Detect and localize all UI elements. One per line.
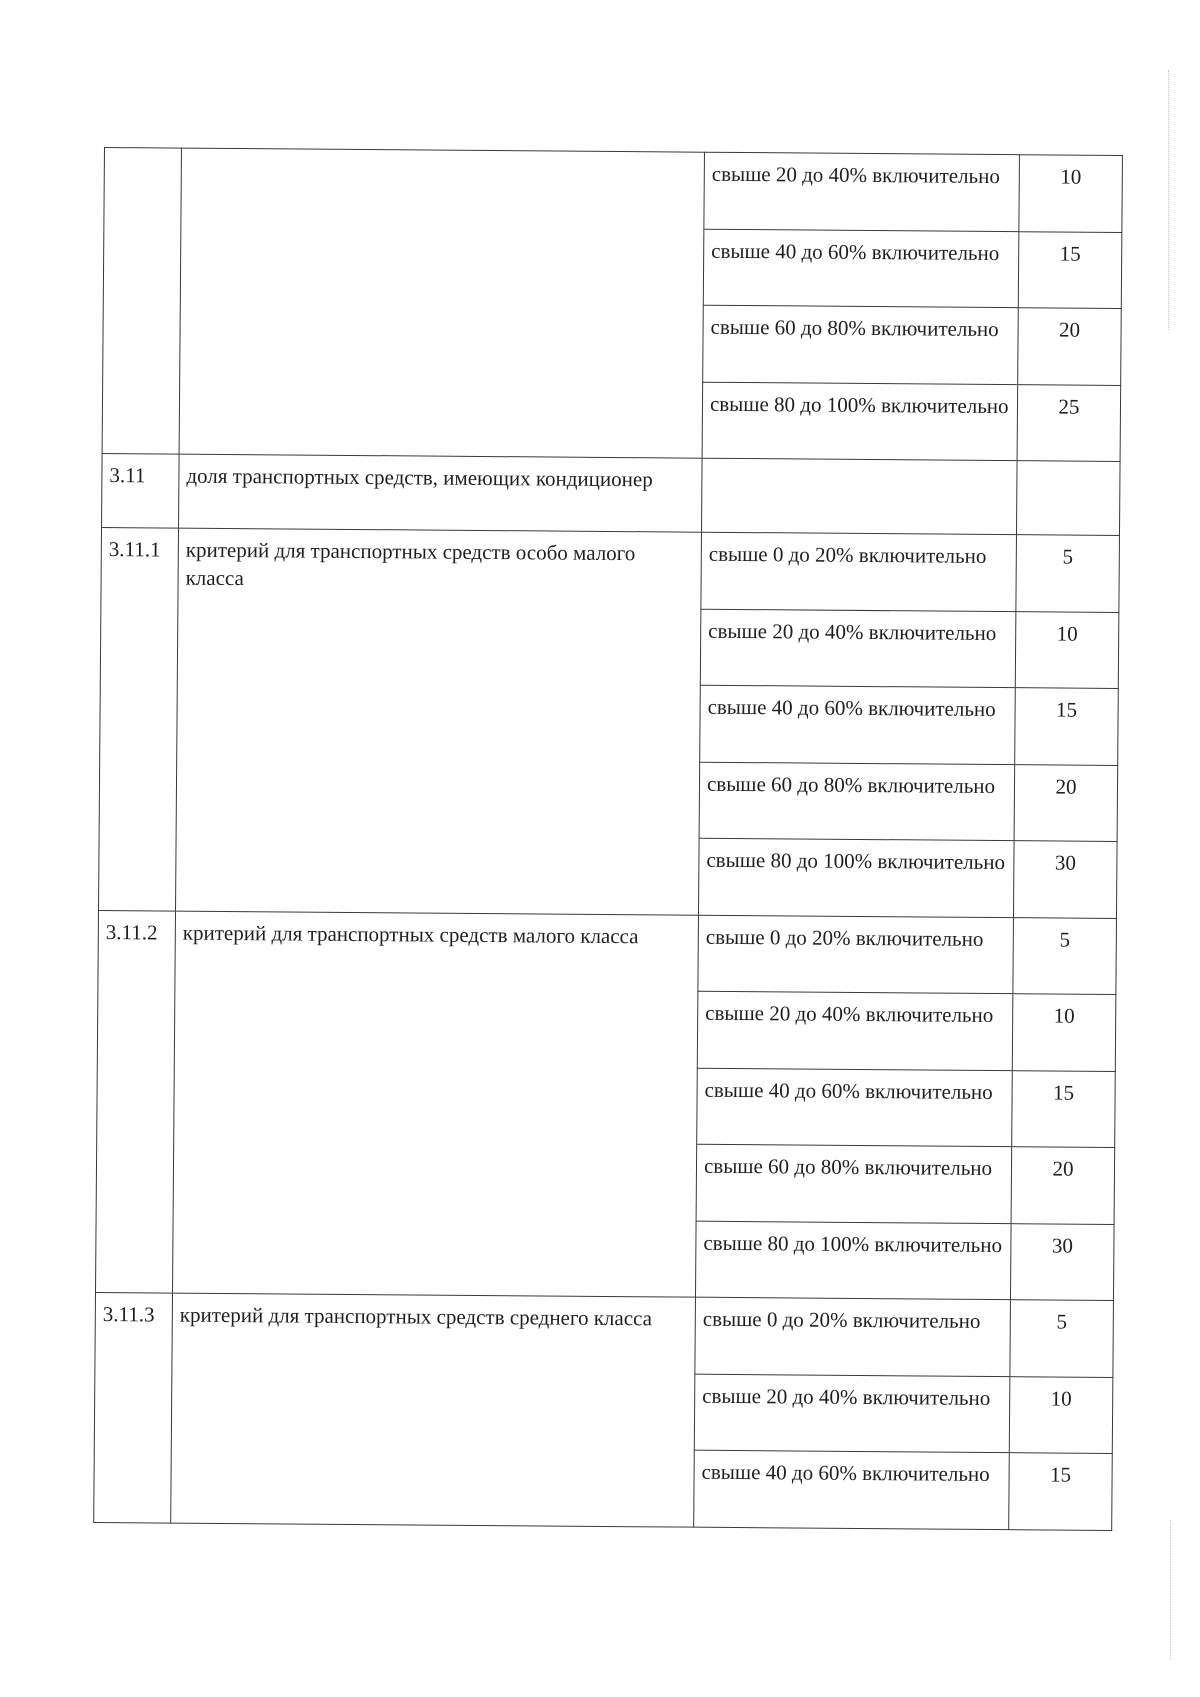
score-cell: 15 xyxy=(1015,688,1119,765)
table-row xyxy=(101,527,1120,611)
score-cell: 5 xyxy=(1013,917,1117,994)
empty-range-cell xyxy=(701,458,1017,534)
criterion-description-cell xyxy=(179,148,704,458)
criteria-table xyxy=(93,147,1123,1530)
range-cell: свыше 60 до 80% включительно xyxy=(703,305,1019,384)
range-cell: свыше 40 до 60% включительно xyxy=(700,685,1016,764)
section-row xyxy=(102,453,1121,535)
item-number-cell xyxy=(102,148,181,455)
score-cell: 20 xyxy=(1018,308,1122,385)
empty-score-cell xyxy=(1016,461,1120,536)
score-cell: 10 xyxy=(1009,1376,1113,1453)
item-number: 3.11.3 xyxy=(94,1292,173,1522)
score-cell: 15 xyxy=(1018,231,1122,308)
range-cell: свыше 40 до 60% включительно xyxy=(703,229,1019,308)
range-cell: свыше 0 до 20% включительно xyxy=(701,532,1017,611)
scan-edge-mark xyxy=(1168,70,1169,330)
range-cell: свыше 60 до 80% включительно xyxy=(699,762,1015,841)
score-cell: 10 xyxy=(1012,994,1116,1071)
range-cell: свыше 20 до 40% включительно xyxy=(697,991,1013,1070)
score-cell: 15 xyxy=(1012,1070,1116,1147)
score-cell: 30 xyxy=(1010,1223,1114,1300)
score-cell: 10 xyxy=(1019,155,1123,232)
score-cell: 30 xyxy=(1013,841,1117,918)
range-cell: свыше 20 до 40% включительно xyxy=(694,1374,1010,1453)
section-number: 3.11 xyxy=(102,453,180,528)
scan-edge-mark xyxy=(1170,1520,1171,1660)
criterion-description: критерий для транспортных средств особо малого класса xyxy=(176,528,702,915)
table-row xyxy=(98,910,1117,994)
range-cell: свыше 60 до 80% включительно xyxy=(696,1144,1012,1223)
range-cell: свыше 80 до 100% включительно xyxy=(698,838,1014,917)
score-cell: 5 xyxy=(1010,1300,1114,1377)
item-number: 3.11.1 xyxy=(99,527,179,910)
score-cell: 25 xyxy=(1017,384,1121,461)
score-cell: 5 xyxy=(1016,535,1120,612)
score-cell: 20 xyxy=(1014,764,1118,841)
score-cell: 10 xyxy=(1015,611,1119,688)
table-row xyxy=(95,1292,1114,1376)
range-cell: свыше 20 до 40% включительно xyxy=(700,609,1016,688)
item-number: 3.11.2 xyxy=(96,910,176,1293)
range-cell: свыше 40 до 60% включительно xyxy=(697,1068,1013,1147)
score-cell: 20 xyxy=(1011,1147,1115,1224)
range-cell: свыше 80 до 100% включительно xyxy=(702,382,1018,461)
range-cell: свыше 0 до 20% включительно xyxy=(698,915,1014,994)
section-description: доля транспортных средств, имеющих кондиционер xyxy=(179,454,703,532)
range-cell: свыше 40 до 60% включительно xyxy=(694,1450,1010,1529)
table-row xyxy=(104,148,1123,232)
range-cell: свыше 20 до 40% включительно xyxy=(704,152,1020,231)
criterion-description: критерий для транспортных средств малого класса xyxy=(173,911,699,1298)
range-cell: свыше 0 до 20% включительно xyxy=(695,1297,1011,1376)
range-cell: свыше 80 до 100% включительно xyxy=(695,1221,1011,1300)
score-cell: 15 xyxy=(1009,1453,1113,1530)
criterion-description: критерий для транспортных средств среднего класса xyxy=(171,1293,696,1527)
